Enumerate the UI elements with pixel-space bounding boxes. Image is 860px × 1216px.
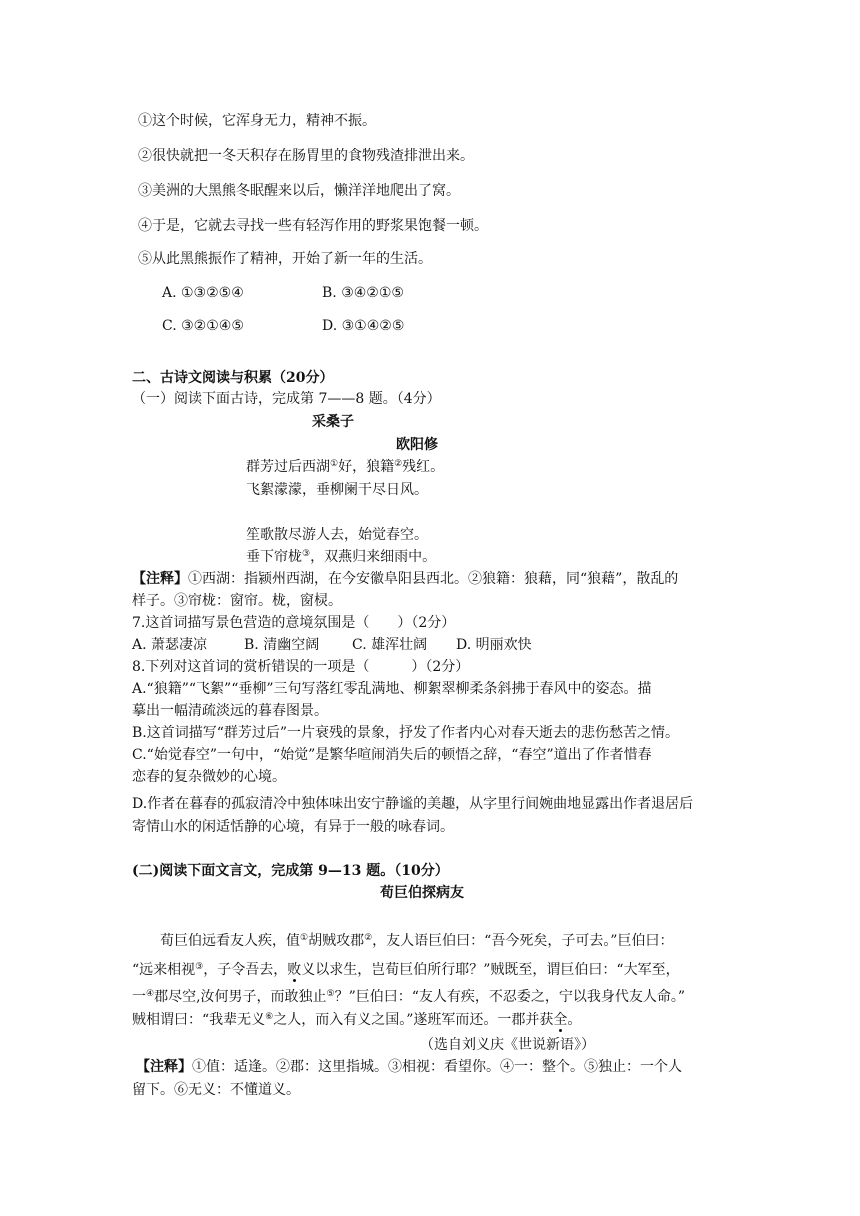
poem-line-2: 飞絮濛濛，垂柳阑干尽日风。 — [246, 482, 428, 498]
footnote-mark: ⑤ — [326, 989, 335, 999]
q7-option-c: C. 雄浑壮阔 — [352, 637, 428, 653]
option-c: C. ③②①④⑤ — [162, 318, 244, 334]
poem-line-1-part-b: 好，狼籍 — [338, 459, 395, 475]
prose-line-4 — [132, 1011, 581, 1029]
prose-source: （选自刘义庆《世说新语》） — [420, 1037, 595, 1053]
prose-text: 。 — [567, 1012, 582, 1028]
footnote-mark: ④ — [146, 989, 155, 999]
q8-option-b-line-1: B.这首词描写“群芳过后”一片衰残的景象，抒发了作者内心对春天逝去的悲伤愁苦之情。 — [132, 725, 680, 741]
prose-title: 荀巨伯探病友 — [380, 885, 464, 901]
prose-line-3 — [132, 988, 685, 1006]
footnote-mark: ③ — [195, 962, 204, 972]
option-d: D. ③①④②⑤ — [322, 318, 405, 334]
prose-text: 贼相谓曰：“我辈无义 — [132, 1012, 266, 1028]
prose-line-1 — [160, 932, 673, 950]
prose-text: 郡尽空,汝何男子，而敢独止 — [154, 989, 327, 1005]
q7-option-a: A. 萧瑟凄凉 — [132, 637, 208, 653]
poem-line-1-part-c: 残红。 — [402, 459, 445, 475]
poem-title: 采桑子 — [312, 414, 354, 430]
poem-author: 欧阳修 — [396, 437, 438, 453]
footnote-mark: ③ — [302, 549, 311, 559]
q8-option-a-line-2: 摹出一幅清疏淡远的暮春图景。 — [132, 703, 328, 719]
emphasized-char: 败 — [287, 962, 302, 978]
prose-text: ，友人语巨伯曰：“吾今死矣，子可去。”巨伯曰： — [372, 933, 674, 949]
prose-line-2 — [132, 961, 680, 979]
prose-text: 一 — [132, 989, 146, 1005]
poem-line-3: 笙歌散尽游人去，始觉春空。 — [246, 527, 428, 543]
emphasized-char: 全 — [553, 1012, 568, 1028]
poem-notes-line-1 — [132, 570, 678, 588]
part1-intro: （一）阅读下面古诗，完成第 7——8 题。（4分） — [132, 391, 441, 407]
prose-text: 荀巨伯远看友人疾，值 — [160, 933, 300, 949]
option-a: A. ①③②⑤④ — [162, 285, 244, 301]
prose-text: “远来相视 — [132, 962, 196, 978]
q8-option-d-line-1: D.作者在暮春的孤寂清冷中独体味出安宁静谧的美趣，从字里行间婉曲地显露出作者退居后 — [132, 796, 694, 812]
notes-text: ①西湖：指颍州西湖，在今安徽阜阳县西北。②狼籍：狼藉，同“狼藉”，散乱的 — [188, 571, 679, 587]
poem-line-4-part-a: 垂下帘栊 — [246, 549, 302, 565]
footnote-mark: ① — [330, 459, 339, 469]
sentence-2: ②很快就把一冬天积存在肠胃里的食物残渣排泄出来。 — [138, 148, 474, 164]
q8-option-c-line-1: C.“始觉春空”一句中，“始觉”是繁华喧闹消失后的顿悟之辞，“春空”道出了作者惜春 — [132, 747, 652, 763]
prose-notes-line-1 — [136, 1058, 682, 1076]
sentence-1: ①这个时候，它浑身无力，精神不振。 — [138, 113, 376, 129]
footnote-mark: ② — [364, 933, 373, 943]
option-b: B. ③④②①⑤ — [322, 285, 404, 301]
notes-text: ①值：适逢。②郡：这里指城。③相视：看望你。④一：整个。⑤独止：一个人 — [192, 1059, 682, 1075]
part2-intro: (二)阅读下面文言文，完成第 9—13 题。（10分） — [132, 863, 449, 879]
prose-text: 之人，而入有义之国。”遂班军而还。一郡并获 — [273, 1012, 554, 1028]
prose-text: ，子令吾去， — [203, 962, 288, 978]
notes-label: 【注释】 — [132, 571, 188, 587]
q8-option-a-line-1: A.“狼籍”“飞絮”“垂柳”三句写落红零乱满地、柳絮翠柳柔条斜拂于春风中的姿态。描 — [132, 681, 652, 697]
footnote-mark: ① — [300, 933, 309, 943]
poem-line-4-part-b: ，双燕归来细雨中。 — [310, 549, 437, 565]
prose-text: ？”巨伯曰：“友人有疾，不忍委之，宁以我身代友人命。” — [334, 989, 686, 1005]
poem-line-4 — [246, 548, 436, 566]
q7-option-b: B. 清幽空阔 — [244, 637, 320, 653]
footnote-mark: ⑥ — [265, 1012, 274, 1022]
sentence-4: ④于是，它就去寻找一些有轻泻作用的野浆果饱餐一顿。 — [138, 218, 488, 234]
poem-notes-line-2: 样子。③帘栊：窗帘。栊，窗棂。 — [132, 593, 342, 609]
q8-option-c-line-2: 恋春的复杂微妙的心境。 — [132, 769, 286, 785]
notes-label: 【注释】 — [136, 1059, 192, 1075]
q8-stem: 8.下列对这首词的赏析错误的一项是（ ）（2分） — [132, 659, 470, 675]
q7-option-d: D. 明丽欢快 — [456, 637, 532, 653]
q7-stem: 7.这首词描写景色营造的意境氛围是（ ）（2分） — [132, 615, 456, 631]
prose-text: 义以求生，岂荀巨伯所行耶？”贼既至，谓巨伯曰：“大军至， — [301, 962, 680, 978]
prose-text: 胡贼攻郡 — [308, 933, 365, 949]
section-heading: 二、古诗文阅读与积累（20分） — [132, 370, 334, 386]
prose-notes-line-2: 留下。⑥无义：不懂道义。 — [132, 1082, 300, 1098]
poem-line-1-part-a: 群芳过后西湖 — [246, 459, 330, 475]
poem-line-1 — [246, 458, 444, 476]
footnote-mark: ② — [394, 459, 403, 469]
q8-option-d-line-2: 寄情山水的闲适恬静的心境，有异于一般的咏春词。 — [132, 819, 454, 835]
sentence-3: ③美洲的大黑熊冬眠醒来以后，懒洋洋地爬出了窝。 — [138, 183, 460, 199]
sentence-5: ⑤从此黑熊振作了精神，开始了新一年的生活。 — [138, 251, 432, 267]
